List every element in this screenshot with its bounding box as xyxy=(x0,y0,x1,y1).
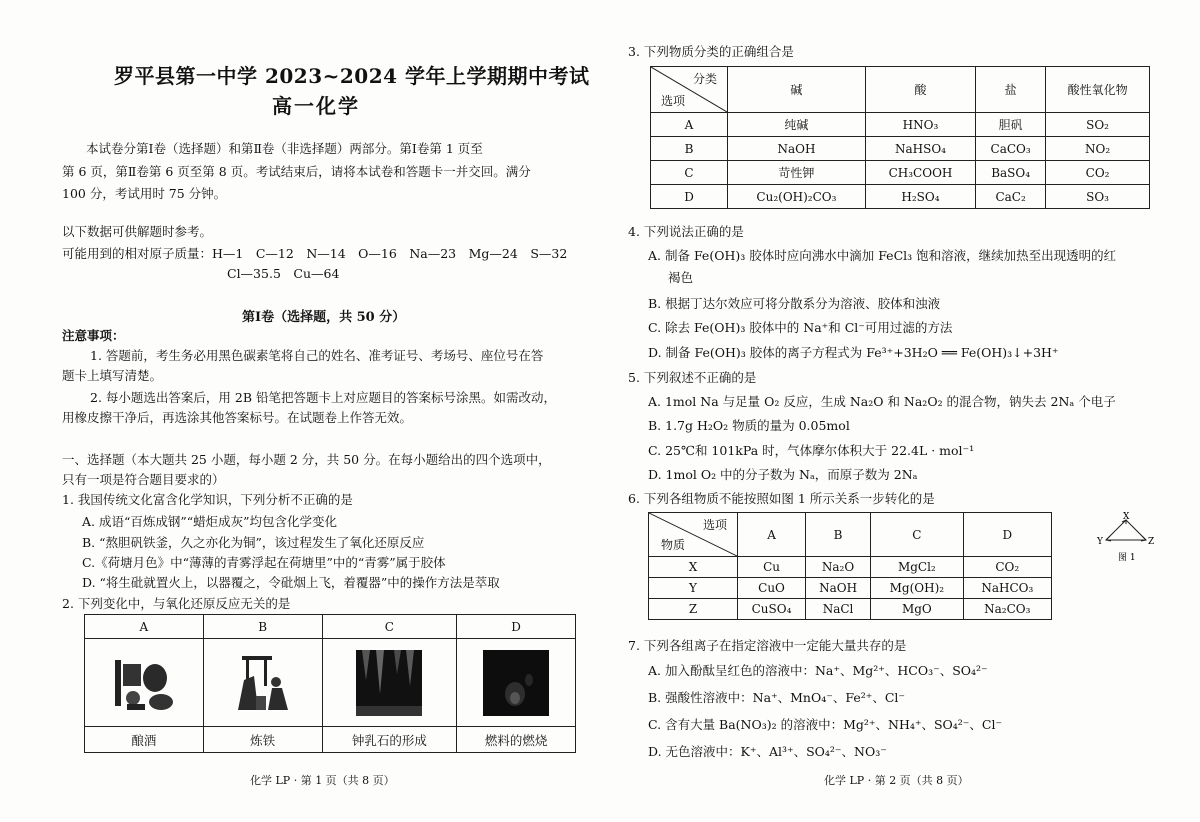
fig-caption: 图 1 xyxy=(1118,553,1136,563)
q3-cell: CaC₂ xyxy=(976,185,1046,209)
q3-classification-table xyxy=(650,66,1150,209)
q3-cell: A xyxy=(651,113,728,137)
q6-cell: Z xyxy=(649,599,738,620)
q2-caption-a: 酿酒 xyxy=(85,727,204,753)
atomic-mass-line-2: Cl—35.5 Cu—64 xyxy=(227,266,340,281)
exam-title: 罗平县第一中学 2023~2024 学年上学期期中考试 xyxy=(114,64,590,88)
q6-cell: Y xyxy=(649,578,738,599)
table-row xyxy=(651,137,1150,161)
q2-header-b: B xyxy=(203,615,322,639)
table-row xyxy=(649,557,1052,578)
note-line-2: 题卡上填写清楚。 xyxy=(62,368,163,383)
fuel-burning-photo xyxy=(483,650,549,716)
q6-corner-bottom: 物质 xyxy=(661,538,686,552)
q4-option-c: C. 除去 Fe(OH)₃ 胶体中的 Na⁺和 Cl⁻可用过滤的方法 xyxy=(648,320,953,335)
q3-header-acidic-oxide: 酸性氧化物 xyxy=(1046,67,1150,113)
part-1-heading-line-2: 只有一项是符合题目要求的） xyxy=(62,472,225,487)
triangle-diagram xyxy=(1096,510,1156,564)
q3-cell: CH₃COOH xyxy=(865,161,975,185)
notes-title: 注意事项： xyxy=(62,328,125,343)
q6-cell: CuO xyxy=(738,578,806,599)
q6-header-c: C xyxy=(871,513,964,557)
q6-corner-cell xyxy=(649,513,738,557)
winemaking-illustration xyxy=(111,650,177,716)
q6-header-b: B xyxy=(806,513,871,557)
table-row xyxy=(649,599,1052,620)
q6-cell: MgCl₂ xyxy=(871,557,964,578)
q4-option-a: A. 制备 Fe(OH)₃ 胶体时应向沸水中滴加 FeCl₃ 饱和溶液，继续加热至出现透明的红 xyxy=(648,248,1117,263)
q2-caption-c: 钟乳石的形成 xyxy=(322,727,457,753)
q1-option-b: B. “熬胆矾铁釜，久之亦化为铜”，该过程发生了氧化还原反应 xyxy=(82,535,425,550)
q6-header-a: A xyxy=(738,513,806,557)
q2-caption-d: 燃料的燃烧 xyxy=(457,727,576,753)
exam-subject: 高一化学 xyxy=(272,94,360,118)
q6-cell: Na₂O xyxy=(806,557,871,578)
q4-option-a-cont: 褐色 xyxy=(668,270,694,285)
q3-cell: Cu₂(OH)₂CO₃ xyxy=(728,185,866,209)
q6-cell: Mg(OH)₂ xyxy=(871,578,964,599)
q2-image-table xyxy=(84,614,576,753)
intro-line-2: 第 6 页，第Ⅱ卷第 6 页至第 8 页。考试结束后，请将本试卷和答题卡一并交回。满分 xyxy=(62,164,531,179)
q2-stem: 2. 下列变化中，与氧化还原反应无关的是 xyxy=(62,596,291,611)
q3-cell: C xyxy=(651,161,728,185)
q6-cell: X xyxy=(649,557,738,578)
note-line-1: 1. 答题前，考生务必用黑色碳素笔将自己的姓名、准考证号、考场号、座位号在答 xyxy=(90,348,544,363)
q3-corner-cell xyxy=(651,67,728,113)
q7-option-b: B. 强酸性溶液中：Na⁺、MnO₄⁻、Fe²⁺、Cl⁻ xyxy=(648,690,905,705)
q3-cell: BaSO₄ xyxy=(976,161,1046,185)
page-1-footer: 化学 LP · 第 1 页（共 8 页） xyxy=(250,774,395,787)
q6-cell: Na₂CO₃ xyxy=(963,599,1051,620)
q3-corner-bottom: 选项 xyxy=(661,94,686,108)
q3-cell: H₂SO₄ xyxy=(865,185,975,209)
q2-header-a: A xyxy=(85,615,204,639)
q3-cell: CO₂ xyxy=(1046,161,1150,185)
q3-corner-top: 分类 xyxy=(692,72,717,86)
q3-cell: D xyxy=(651,185,728,209)
q7-option-d: D. 无色溶液中：K⁺、Al³⁺、SO₄²⁻、NO₃⁻ xyxy=(648,744,887,759)
q1-option-c: C.《荷塘月色》中“薄薄的青雾浮起在荷塘里”中的“青雾”属于胶体 xyxy=(82,555,446,570)
atomic-mass-line-1: 可能用到的相对原子质量：H—1 C—12 N—14 O—16 Na—23 Mg—24 S—32 xyxy=(62,246,568,261)
q5-option-a: A. 1mol Na 与足量 O₂ 反应，生成 Na₂O 和 Na₂O₂ 的混合物，钠失去 2Nₐ 个电子 xyxy=(648,394,1116,409)
q6-cell: NaCl xyxy=(806,599,871,620)
q6-cell: Cu xyxy=(738,557,806,578)
q6-header-d: D xyxy=(963,513,1051,557)
q6-stem: 6. 下列各组物质不能按照如图 1 所示关系一步转化的是 xyxy=(628,491,935,506)
q3-cell: CaCO₃ xyxy=(976,137,1046,161)
fig-node-y: Y xyxy=(1097,537,1103,547)
fig-node-x: X xyxy=(1123,512,1130,522)
q5-option-d: D. 1mol O₂ 中的分子数为 Nₐ，而原子数为 2Nₐ xyxy=(648,467,918,482)
q5-option-c: C. 25℃和 101kPa 时，气体摩尔体积大于 22.4L · mol⁻¹ xyxy=(648,443,975,458)
q7-option-a: A. 加入酚酞呈红色的溶液中：Na⁺、Mg²⁺、HCO₃⁻、SO₄²⁻ xyxy=(648,663,988,678)
part-1-heading-line-1: 一、选择题（本大题共 25 小题，每小题 2 分，共 50 分。在每小题给出的四个选项中， xyxy=(62,452,551,467)
q3-cell: 苛性钾 xyxy=(728,161,866,185)
q3-cell: 纯碱 xyxy=(728,113,866,137)
q2-image-a-cell xyxy=(85,639,204,727)
q2-caption-b: 炼铁 xyxy=(203,727,322,753)
q3-cell: SO₂ xyxy=(1046,113,1150,137)
q6-substance-table xyxy=(648,512,1052,620)
q3-cell: HNO₃ xyxy=(865,113,975,137)
q2-image-d-cell xyxy=(457,639,576,727)
page-2-footer: 化学 LP · 第 2 页（共 8 页） xyxy=(824,774,969,787)
q2-image-c-cell xyxy=(322,639,457,727)
q3-header-base: 碱 xyxy=(728,67,866,113)
q3-header-acid: 酸 xyxy=(865,67,975,113)
table-row xyxy=(651,161,1150,185)
q3-cell: NaOH xyxy=(728,137,866,161)
stalactite-photo xyxy=(356,650,422,716)
q2-header-d: D xyxy=(457,615,576,639)
fig-node-z: Z xyxy=(1148,537,1155,547)
q6-cell: NaOH xyxy=(806,578,871,599)
reference-note: 以下数据可供解题时参考。 xyxy=(62,224,213,239)
q6-corner-top: 选项 xyxy=(702,518,727,532)
q3-cell: NO₂ xyxy=(1046,137,1150,161)
q1-option-a: A. 成语“百炼成钢”“蜡炬成灰”均包含化学变化 xyxy=(82,514,338,529)
note-line-3: 2. 每小题选出答案后，用 2B 铅笔把答题卡上对应题目的答案标号涂黑。如需改动， xyxy=(90,390,556,405)
q6-cell: CuSO₄ xyxy=(738,599,806,620)
q4-stem: 4. 下列说法正确的是 xyxy=(628,224,744,239)
q6-cell: CO₂ xyxy=(963,557,1051,578)
q5-option-b: B. 1.7g H₂O₂ 物质的量为 0.05mol xyxy=(648,418,850,433)
q4-option-b: B. 根据丁达尔效应可将分散系分为溶液、胶体和浊液 xyxy=(648,296,941,311)
q3-cell: 胆矾 xyxy=(976,113,1046,137)
section-1-heading: 第Ⅰ卷（选择题，共 50 分） xyxy=(242,310,406,325)
table-row xyxy=(651,185,1150,209)
table-row xyxy=(651,113,1150,137)
intro-line-1: 本试卷分第Ⅰ卷（选择题）和第Ⅱ卷（非选择题）两部分。第Ⅰ卷第 1 页至 xyxy=(86,141,483,156)
note-line-4: 用橡皮擦干净后，再选涂其他答案标号。在试题卷上作答无效。 xyxy=(62,410,413,425)
q6-cell: NaHCO₃ xyxy=(963,578,1051,599)
q7-stem: 7. 下列各组离子在指定溶液中一定能大量共存的是 xyxy=(628,638,907,653)
q7-option-c: C. 含有大量 Ba(NO₃)₂ 的溶液中：Mg²⁺、NH₄⁺、SO₄²⁻、Cl⁻ xyxy=(648,717,1003,732)
q3-stem: 3. 下列物质分类的正确组合是 xyxy=(628,44,794,59)
table-row xyxy=(649,578,1052,599)
q1-stem: 1. 我国传统文化富含化学知识，下列分析不正确的是 xyxy=(62,492,353,507)
q1-option-d: D. “将生砒就置火上，以器覆之，令砒烟上飞，着覆器”中的操作方法是萃取 xyxy=(82,575,500,590)
q3-header-salt: 盐 xyxy=(976,67,1046,113)
q2-header-c: C xyxy=(322,615,457,639)
q2-image-b-cell xyxy=(203,639,322,727)
q5-stem: 5. 下列叙述不正确的是 xyxy=(628,370,757,385)
q6-cell: MgO xyxy=(871,599,964,620)
q4-option-d: D. 制备 Fe(OH)₃ 胶体的离子方程式为 Fe³⁺+3H₂O ══ Fe(OH)₃↓+3H⁺ xyxy=(648,345,1059,360)
intro-line-3: 100 分，考试用时 75 分钟。 xyxy=(62,186,227,201)
q3-cell: NaHSO₄ xyxy=(865,137,975,161)
q3-cell: B xyxy=(651,137,728,161)
iron-smelting-illustration xyxy=(230,650,296,716)
q3-cell: SO₃ xyxy=(1046,185,1150,209)
